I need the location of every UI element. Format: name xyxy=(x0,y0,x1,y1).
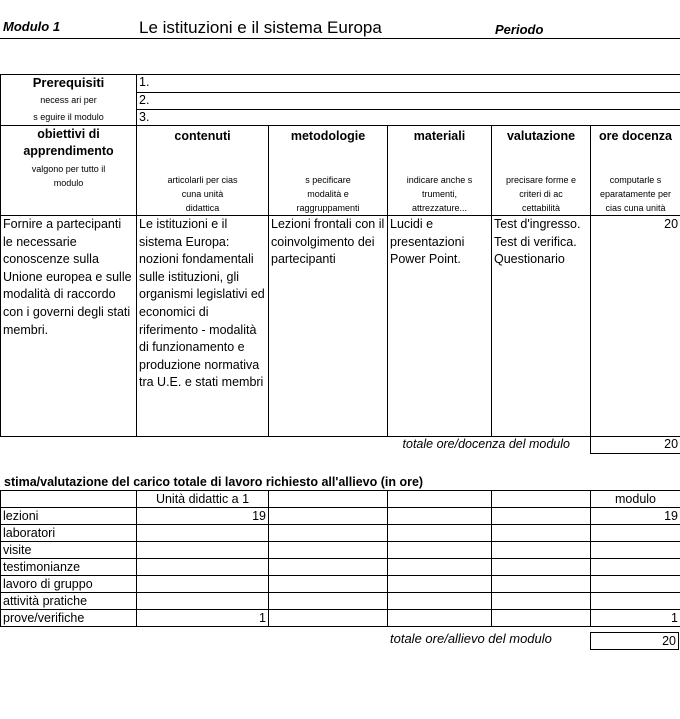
module-label: Modulo 1 xyxy=(3,19,61,34)
module-hours xyxy=(591,593,680,610)
workload-title: stima/valutazione del carico totale di lavoro richiesto all'allievo (in ore) xyxy=(4,475,424,489)
module-table xyxy=(0,74,680,454)
note-contents: articolarli per cias cuna unità didattica xyxy=(137,162,269,216)
workload-header-blank xyxy=(492,491,591,508)
prerequisite-2: 2. xyxy=(137,93,680,110)
col-hours: ore docenza xyxy=(591,126,680,162)
module-hours xyxy=(591,559,680,576)
student-total-label: totale ore/allievo del modulo xyxy=(390,631,552,646)
module-header: modulo xyxy=(591,491,680,508)
prerequisites-sub1: necess ari per xyxy=(1,93,137,110)
workload-header-blank xyxy=(388,491,492,508)
note-objectives: valgono per tutto il modulo xyxy=(1,162,137,216)
unit-hours xyxy=(137,559,269,576)
table-row xyxy=(1,508,680,525)
col-evaluation: valutazione xyxy=(492,126,591,162)
note-hours: computarle s eparatamente per cias cuna unità xyxy=(591,162,680,216)
unit-hours xyxy=(137,593,269,610)
prerequisites-label: Prerequisiti xyxy=(1,75,137,93)
module-hours xyxy=(591,576,680,593)
contents-cell: Le istituzioni e il sistema Europa: nozioni fondamentali sulle istituzioni, gli organismi legislativi ed economici di riferimento - modalità di funzionamento e produzione normativa tra U.E. e stati membri xyxy=(137,216,269,437)
table-row xyxy=(1,593,680,610)
student-total-box xyxy=(590,632,679,650)
col-objectives: obiettivi di apprendimento xyxy=(1,126,137,162)
objectives-cell: Fornire a partecipanti le necessarie conoscenze sulla Unione europea e sulle modalità di raccordo con i governi degli stati membri. xyxy=(1,216,137,437)
teaching-total-value: 20 xyxy=(591,437,680,454)
period-label: Periodo xyxy=(495,22,544,37)
unit-hours: 1 xyxy=(137,610,269,627)
unit-hours xyxy=(137,525,269,542)
table-row xyxy=(1,525,680,542)
activity-label: attività pratiche xyxy=(1,593,137,610)
col-methods: metodologie xyxy=(269,126,388,162)
note-methods: s pecificare modalità e raggruppamenti xyxy=(269,162,388,216)
note-evaluation: precisare forme e criteri di ac cettabilità xyxy=(492,162,591,216)
methods-cell: Lezioni frontali con il coinvolgimento dei partecipanti xyxy=(269,216,388,437)
unit-header: Unità didattic a 1 xyxy=(137,491,269,508)
activity-label: lezioni xyxy=(1,508,137,525)
activity-label: visite xyxy=(1,542,137,559)
header-divider xyxy=(0,38,680,39)
table-row xyxy=(1,559,680,576)
activity-label: prove/verifiche xyxy=(1,610,137,627)
workload-table xyxy=(0,490,680,627)
unit-hours xyxy=(137,542,269,559)
page-title: Le istituzioni e il sistema Europa xyxy=(139,18,382,37)
activity-label: testimonianze xyxy=(1,559,137,576)
materials-cell: Lucidi e presentazioni Power Point. xyxy=(388,216,492,437)
unit-hours: 19 xyxy=(137,508,269,525)
prerequisite-1: 1. xyxy=(137,75,680,93)
evaluation-cell: Test d'ingresso. Test di verifica. Questionario xyxy=(492,216,591,437)
module-hours: 1 xyxy=(591,610,680,627)
module-hours: 19 xyxy=(591,508,680,525)
col-materials: materiali xyxy=(388,126,492,162)
prerequisites-sub2: s eguire il modulo xyxy=(1,110,137,126)
note-materials: indicare anche s trumenti, attrezzature... xyxy=(388,162,492,216)
table-row xyxy=(1,576,680,593)
table-row xyxy=(1,542,680,559)
workload-header-blank xyxy=(269,491,388,508)
hours-cell: 20 xyxy=(591,216,680,437)
unit-hours xyxy=(137,576,269,593)
activity-label: lavoro di gruppo xyxy=(1,576,137,593)
prerequisite-3: 3. xyxy=(137,110,680,126)
teaching-total-label: totale ore/docenza del modulo xyxy=(1,437,591,454)
col-contents: contenuti xyxy=(137,126,269,162)
module-hours xyxy=(591,542,680,559)
workload-header-blank xyxy=(1,491,137,508)
student-total-value: 20 xyxy=(591,633,679,650)
table-row xyxy=(1,610,680,627)
activity-label: laboratori xyxy=(1,525,137,542)
module-hours xyxy=(591,525,680,542)
